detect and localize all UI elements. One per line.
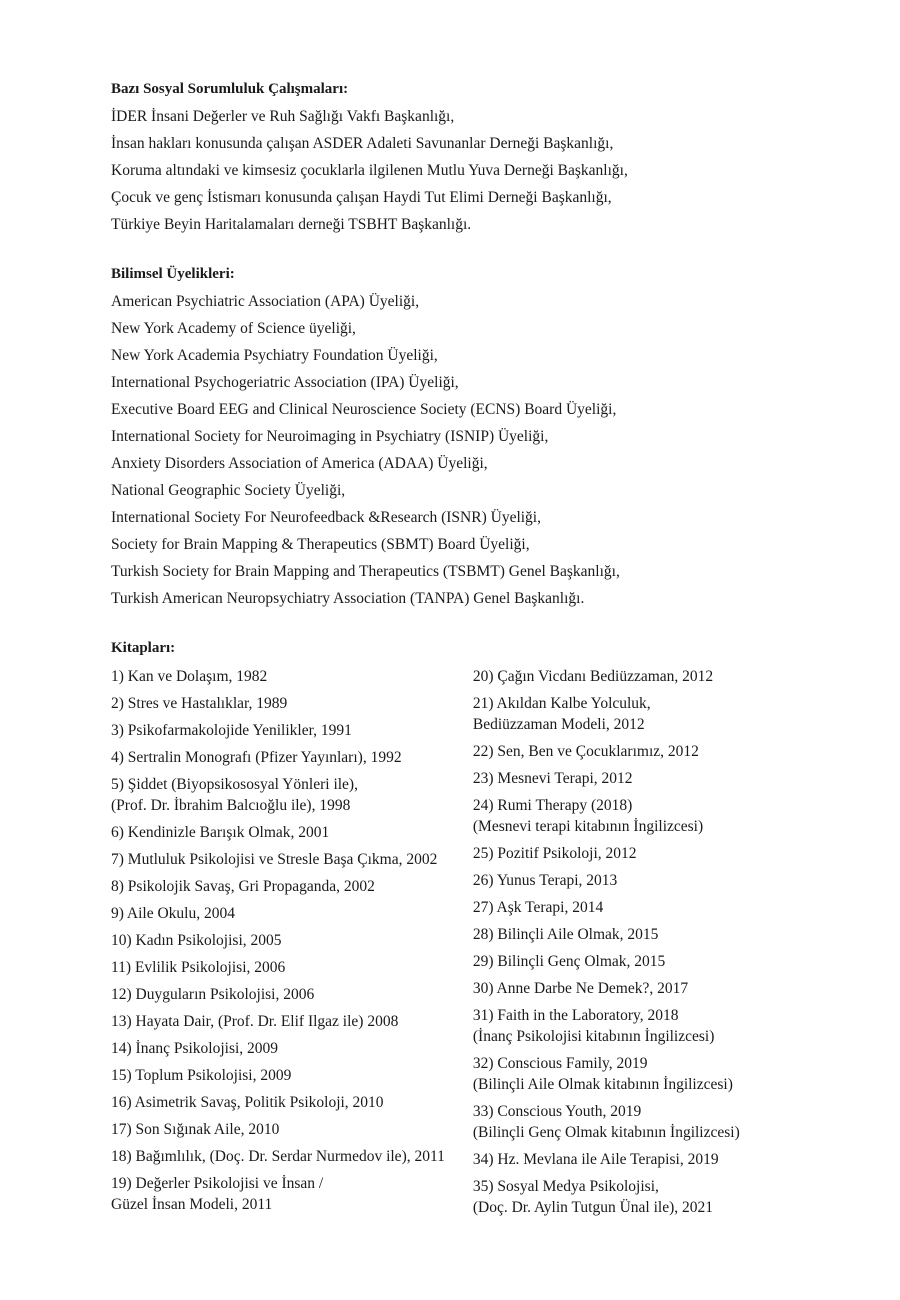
book-note-line: Bediüzzaman Modeli, 2012	[472, 716, 645, 733]
memberships-section	[111, 261, 791, 612]
book-item	[473, 1005, 791, 1047]
book-item	[111, 957, 473, 978]
document-page	[111, 76, 791, 1224]
book-title-line: 5) Şiddet (Biyopsikososyal Yönleri ile),	[111, 776, 358, 793]
book-title-line: 3) Psikofarmakolojide Yenilikler, 1991	[111, 722, 352, 739]
book-item	[473, 693, 791, 735]
book-item	[473, 951, 791, 972]
book-note-line: (Bilinçli Aile Olmak kitabının İngilizcesi)	[472, 1076, 733, 1093]
book-title-line: 33) Conscious Youth, 2019	[472, 1103, 642, 1120]
book-title-line: 13) Hayata Dair, (Prof. Dr. Elif Ilgaz ile) 2008	[111, 1013, 399, 1030]
book-title-line: 27) Aşk Terapi, 2014	[472, 899, 604, 916]
book-item	[111, 876, 473, 897]
book-item	[111, 984, 473, 1005]
social-responsibility-section	[111, 76, 791, 238]
membership-item: Anxiety Disorders Association of America (ADAA) Üyeliği,	[111, 455, 488, 472]
book-title-line: 6) Kendinizle Barışık Olmak, 2001	[111, 824, 330, 841]
book-item	[473, 666, 791, 687]
book-item	[111, 1173, 473, 1215]
books-columns	[111, 666, 791, 1224]
book-title-line: 7) Mutluluk Psikolojisi ve Stresle Başa Çıkma, 2002	[111, 851, 438, 868]
book-item	[473, 897, 791, 918]
social-item: İnsan hakları konusunda çalışan ASDER Adaleti Savunanlar Derneği Başkanlığı,	[111, 135, 614, 152]
book-item	[111, 930, 473, 951]
book-item	[111, 1038, 473, 1059]
books-left-column	[111, 666, 473, 1224]
book-title-line: 15) Toplum Psikolojisi, 2009	[111, 1067, 292, 1084]
book-title-line: 21) Akıldan Kalbe Yolculuk,	[472, 695, 651, 712]
books-right-column	[473, 666, 791, 1224]
social-item: Türkiye Beyin Haritalamaları derneği TSBHT Başkanlığı.	[111, 216, 472, 233]
book-item	[111, 903, 473, 924]
book-note-line: (Doç. Dr. Aylin Tutgun Ünal ile), 2021	[472, 1199, 713, 1216]
book-item	[111, 849, 473, 870]
book-title-line: 32) Conscious Family, 2019	[472, 1055, 648, 1072]
book-item	[473, 741, 791, 762]
book-item	[473, 795, 791, 837]
book-note-line: (Prof. Dr. İbrahim Balcıoğlu ile), 1998	[111, 797, 351, 814]
book-item	[473, 924, 791, 945]
book-title-line: 12) Duyguların Psikolojisi, 2006	[111, 986, 315, 1003]
membership-item: International Society For Neurofeedback &Research (ISNR) Üyeliği,	[111, 509, 541, 526]
book-item	[111, 822, 473, 843]
social-item: İDER İnsani Değerler ve Ruh Sağlığı Vakfı Başkanlığı,	[111, 108, 455, 125]
memberships-heading: Bilimsel Üyelikleri:	[111, 266, 235, 282]
book-title-line: 4) Sertralin Monografı (Pfizer Yayınları), 1992	[111, 749, 402, 766]
book-note-line: Güzel İnsan Modeli, 2011	[111, 1196, 273, 1213]
book-title-line: 8) Psikolojik Savaş, Gri Propaganda, 2002	[111, 878, 375, 895]
book-item	[473, 1053, 791, 1095]
books-section	[111, 635, 791, 1224]
book-title-line: 18) Bağımlılık, (Doç. Dr. Serdar Nurmedov ile), 2011	[111, 1148, 445, 1165]
book-item	[111, 747, 473, 768]
book-item	[111, 666, 473, 687]
book-title-line: 11) Evlilik Psikolojisi, 2006	[111, 959, 286, 976]
membership-item: Turkish American Neuropsychiatry Association (TANPA) Genel Başkanlığı.	[111, 590, 585, 607]
book-item	[111, 774, 473, 816]
book-item	[111, 1011, 473, 1032]
membership-item: Executive Board EEG and Clinical Neuroscience Society (ECNS) Board Üyeliği,	[111, 401, 617, 418]
book-item	[473, 1101, 791, 1143]
book-title-line: 30) Anne Darbe Ne Demek?, 2017	[472, 980, 689, 997]
book-title-line: 29) Bilinçli Genç Olmak, 2015	[472, 953, 666, 970]
book-title-line: 25) Pozitif Psikoloji, 2012	[472, 845, 637, 862]
social-responsibility-heading: Bazı Sosyal Sorumluluk Çalışmaları:	[111, 81, 349, 97]
social-item: Çocuk ve genç İstismarı konusunda çalışan Haydi Tut Elimi Derneği Başkanlığı,	[111, 189, 612, 206]
book-title-line: 34) Hz. Mevlana ile Aile Terapisi, 2019	[472, 1151, 719, 1168]
book-item	[473, 1149, 791, 1170]
membership-item: Society for Brain Mapping & Therapeutics (SBMT) Board Üyeliği,	[111, 536, 530, 553]
book-title-line: 31) Faith in the Laboratory, 2018	[472, 1007, 679, 1024]
membership-item: New York Academy of Science üyeliği,	[111, 320, 356, 337]
book-title-line: 24) Rumi Therapy (2018)	[472, 797, 633, 814]
book-item	[111, 693, 473, 714]
book-note-line: (Mesnevi terapi kitabının İngilizcesi)	[472, 818, 704, 835]
book-title-line: 14) İnanç Psikolojisi, 2009	[111, 1040, 279, 1057]
book-title-line: 10) Kadın Psikolojisi, 2005	[111, 932, 282, 949]
book-title-line: 23) Mesnevi Terapi, 2012	[472, 770, 633, 787]
book-title-line: 35) Sosyal Medya Psikolojisi,	[472, 1178, 659, 1195]
book-item	[111, 1092, 473, 1113]
book-title-line: 28) Bilinçli Aile Olmak, 2015	[472, 926, 659, 943]
books-heading: Kitapları:	[111, 640, 176, 656]
membership-item: International Society for Neuroimaging in Psychiatry (ISNIP) Üyeliği,	[111, 428, 549, 445]
book-note-line: (Bilinçli Genç Olmak kitabının İngilizcesi)	[472, 1124, 740, 1141]
book-item	[111, 720, 473, 741]
membership-item: New York Academia Psychiatry Foundation Üyeliği,	[111, 347, 438, 364]
book-title-line: 26) Yunus Terapi, 2013	[472, 872, 618, 889]
book-item	[473, 978, 791, 999]
book-item	[473, 843, 791, 864]
book-item	[111, 1146, 473, 1167]
book-note-line: (İnanç Psikolojisi kitabının İngilizcesi)	[472, 1028, 715, 1045]
book-item	[473, 870, 791, 891]
membership-item: Turkish Society for Brain Mapping and Therapeutics (TSBMT) Genel Başkanlığı,	[111, 563, 620, 580]
book-title-line: 16) Asimetrik Savaş, Politik Psikoloji, 2010	[111, 1094, 384, 1111]
book-item	[473, 1176, 791, 1218]
book-item	[111, 1065, 473, 1086]
membership-item: National Geographic Society Üyeliği,	[111, 482, 346, 499]
book-title-line: 22) Sen, Ben ve Çocuklarımız, 2012	[472, 743, 699, 760]
book-title-line: 2) Stres ve Hastalıklar, 1989	[111, 695, 288, 712]
book-title-line: 17) Son Sığınak Aile, 2010	[111, 1121, 280, 1138]
social-item: Koruma altındaki ve kimsesiz çocuklarla ilgilenen Mutlu Yuva Derneği Başkanlığı,	[111, 162, 628, 179]
book-item	[111, 1119, 473, 1140]
book-title-line: 20) Çağın Vicdanı Bediüzzaman, 2012	[472, 668, 714, 685]
membership-item: American Psychiatric Association (APA) Üyeliği,	[111, 293, 420, 310]
book-title-line: 9) Aile Okulu, 2004	[111, 905, 235, 922]
membership-item: International Psychogeriatric Association (IPA) Üyeliği,	[111, 374, 459, 391]
book-item	[473, 768, 791, 789]
book-title-line: 19) Değerler Psikolojisi ve İnsan /	[111, 1175, 324, 1192]
book-title-line: 1) Kan ve Dolaşım, 1982	[111, 668, 268, 685]
